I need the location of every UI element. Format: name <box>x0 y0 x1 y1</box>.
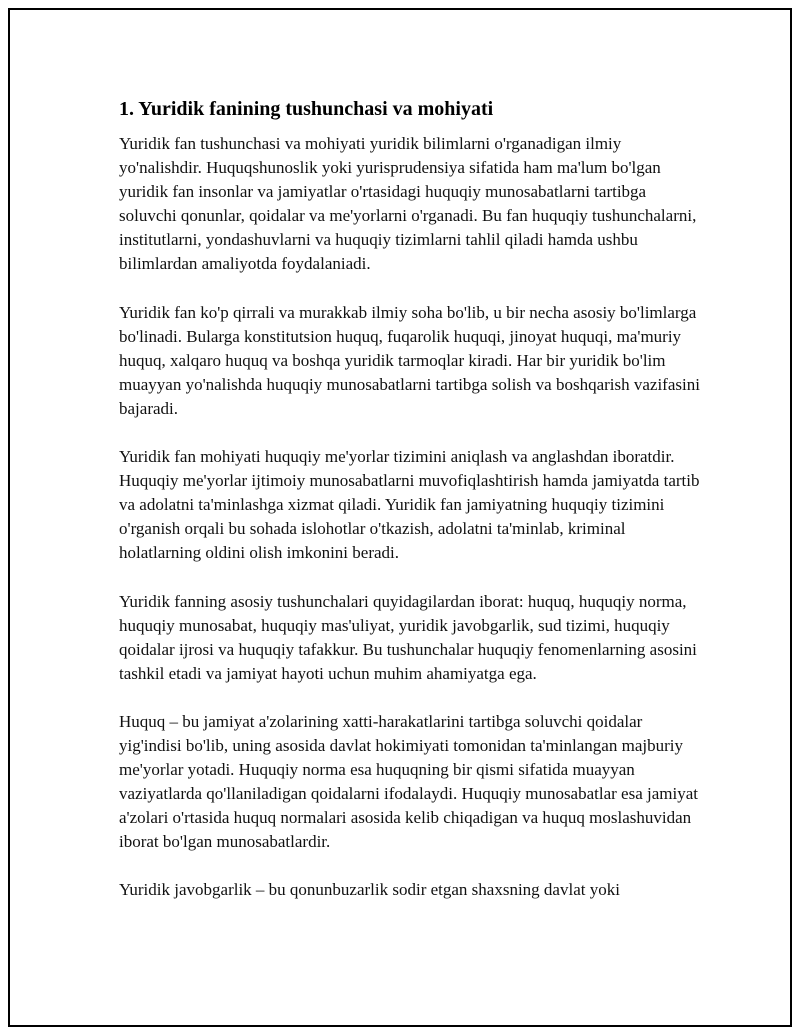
paragraph-4: Yuridik fanning asosiy tushunchalari quyidagilardan iborat: huquq, huquqiy norma, huquqiy munosabat, huquqiy mas'uliyat, yuridik javobgarlik, sud tizimi, huquqiy qoidalar ijrosi va huquqiy tafakkur. Bu tushunchalar huquqiy fenomenlarning asosini tashkil etadi va jamiyat hayoti uchun muhim ahamiyatga ega. <box>119 591 697 683</box>
paragraph-3: Yuridik fan mohiyati huquqiy me'yorlar tizimini aniqlash va anglashdan iboratdir. Huquqiy me'yorlar ijtimoiy munosabatlarni muvofiqlashtirish hamda jamiyatda tartib va adolatni ta'minlashga xizmat qiladi. Yuridik fan jamiyatning huquqiy tizimini o'rganish orqali bu sohada islohotlar o'tkazish, adolatni ta'minlab, kriminal holatlarning oldini olish imkonini beradi. <box>119 447 700 563</box>
paragraph-6: Yuridik javobgarlik – bu qonunbuzarlik sodir etgan shaxsning davlat yoki <box>119 880 620 900</box>
paragraph-5: Huquq – bu jamiyat a'zolarining xatti-harakatlarini tartibga soluvchi qoidalar yig'indisi bo'lib, uning asosida davlat hokimiyati tomonidan ta'minlangan majburiy me'yorlar yotadi. Huquqiy norma esa huquqning bir qismi sifatida muayyan vaziyatlarda qo'llaniladigan qoidalarni ifodalaydi. Huquqiy munosabatlar esa jamiyat a'zolari o'rtasida huquq normalari asosida kelib chiqadigan va huquq moslashuvidan iborat bo'lgan munosabatlardir. <box>119 711 698 852</box>
paragraph-1: Yuridik fan tushunchasi va mohiyati yuridik bilimlarni o'rganadigan ilmiy yo'nalishdir. Huquqshunoslik yoki yurisprudensiya sifatida ham ma'lum bo'lgan yuridik fan insonlar va jamiyatlar o'rtasidagi huquqiy munosabatlarni tartibga soluvchi qonunlar, qoidalar va me'yorlarni o'rganadi. Bu fan huquqiy tushunchalarni, institutlarni, yondashuvlarni va huquqiy tizimlarni tahlil qiladi hamda ushbu bilimlardan amaliyotda foydalaniadi. <box>119 134 697 274</box>
section-heading: 1. Yuridik fanining tushunchasi va mohiyati <box>119 98 494 120</box>
document-body <box>119 96 701 927</box>
paragraph-2: Yuridik fan ko'p qirrali va murakkab ilmiy soha bo'lib, u bir necha asosiy bo'limlarga bo'linadi. Bularga konstitutsion huquq, fuqarolik huquqi, jinoyat huquqi, ma'muriy huquq, xalqaro huquq va boshqa yuridik tarmoqlar kiradi. Har bir yuridik bo'lim muayyan yo'nalishda huquqiy munosabatlarni tartibga solish va boshqarish vazifasini bajaradi. <box>119 302 700 418</box>
page-frame <box>8 8 792 1027</box>
